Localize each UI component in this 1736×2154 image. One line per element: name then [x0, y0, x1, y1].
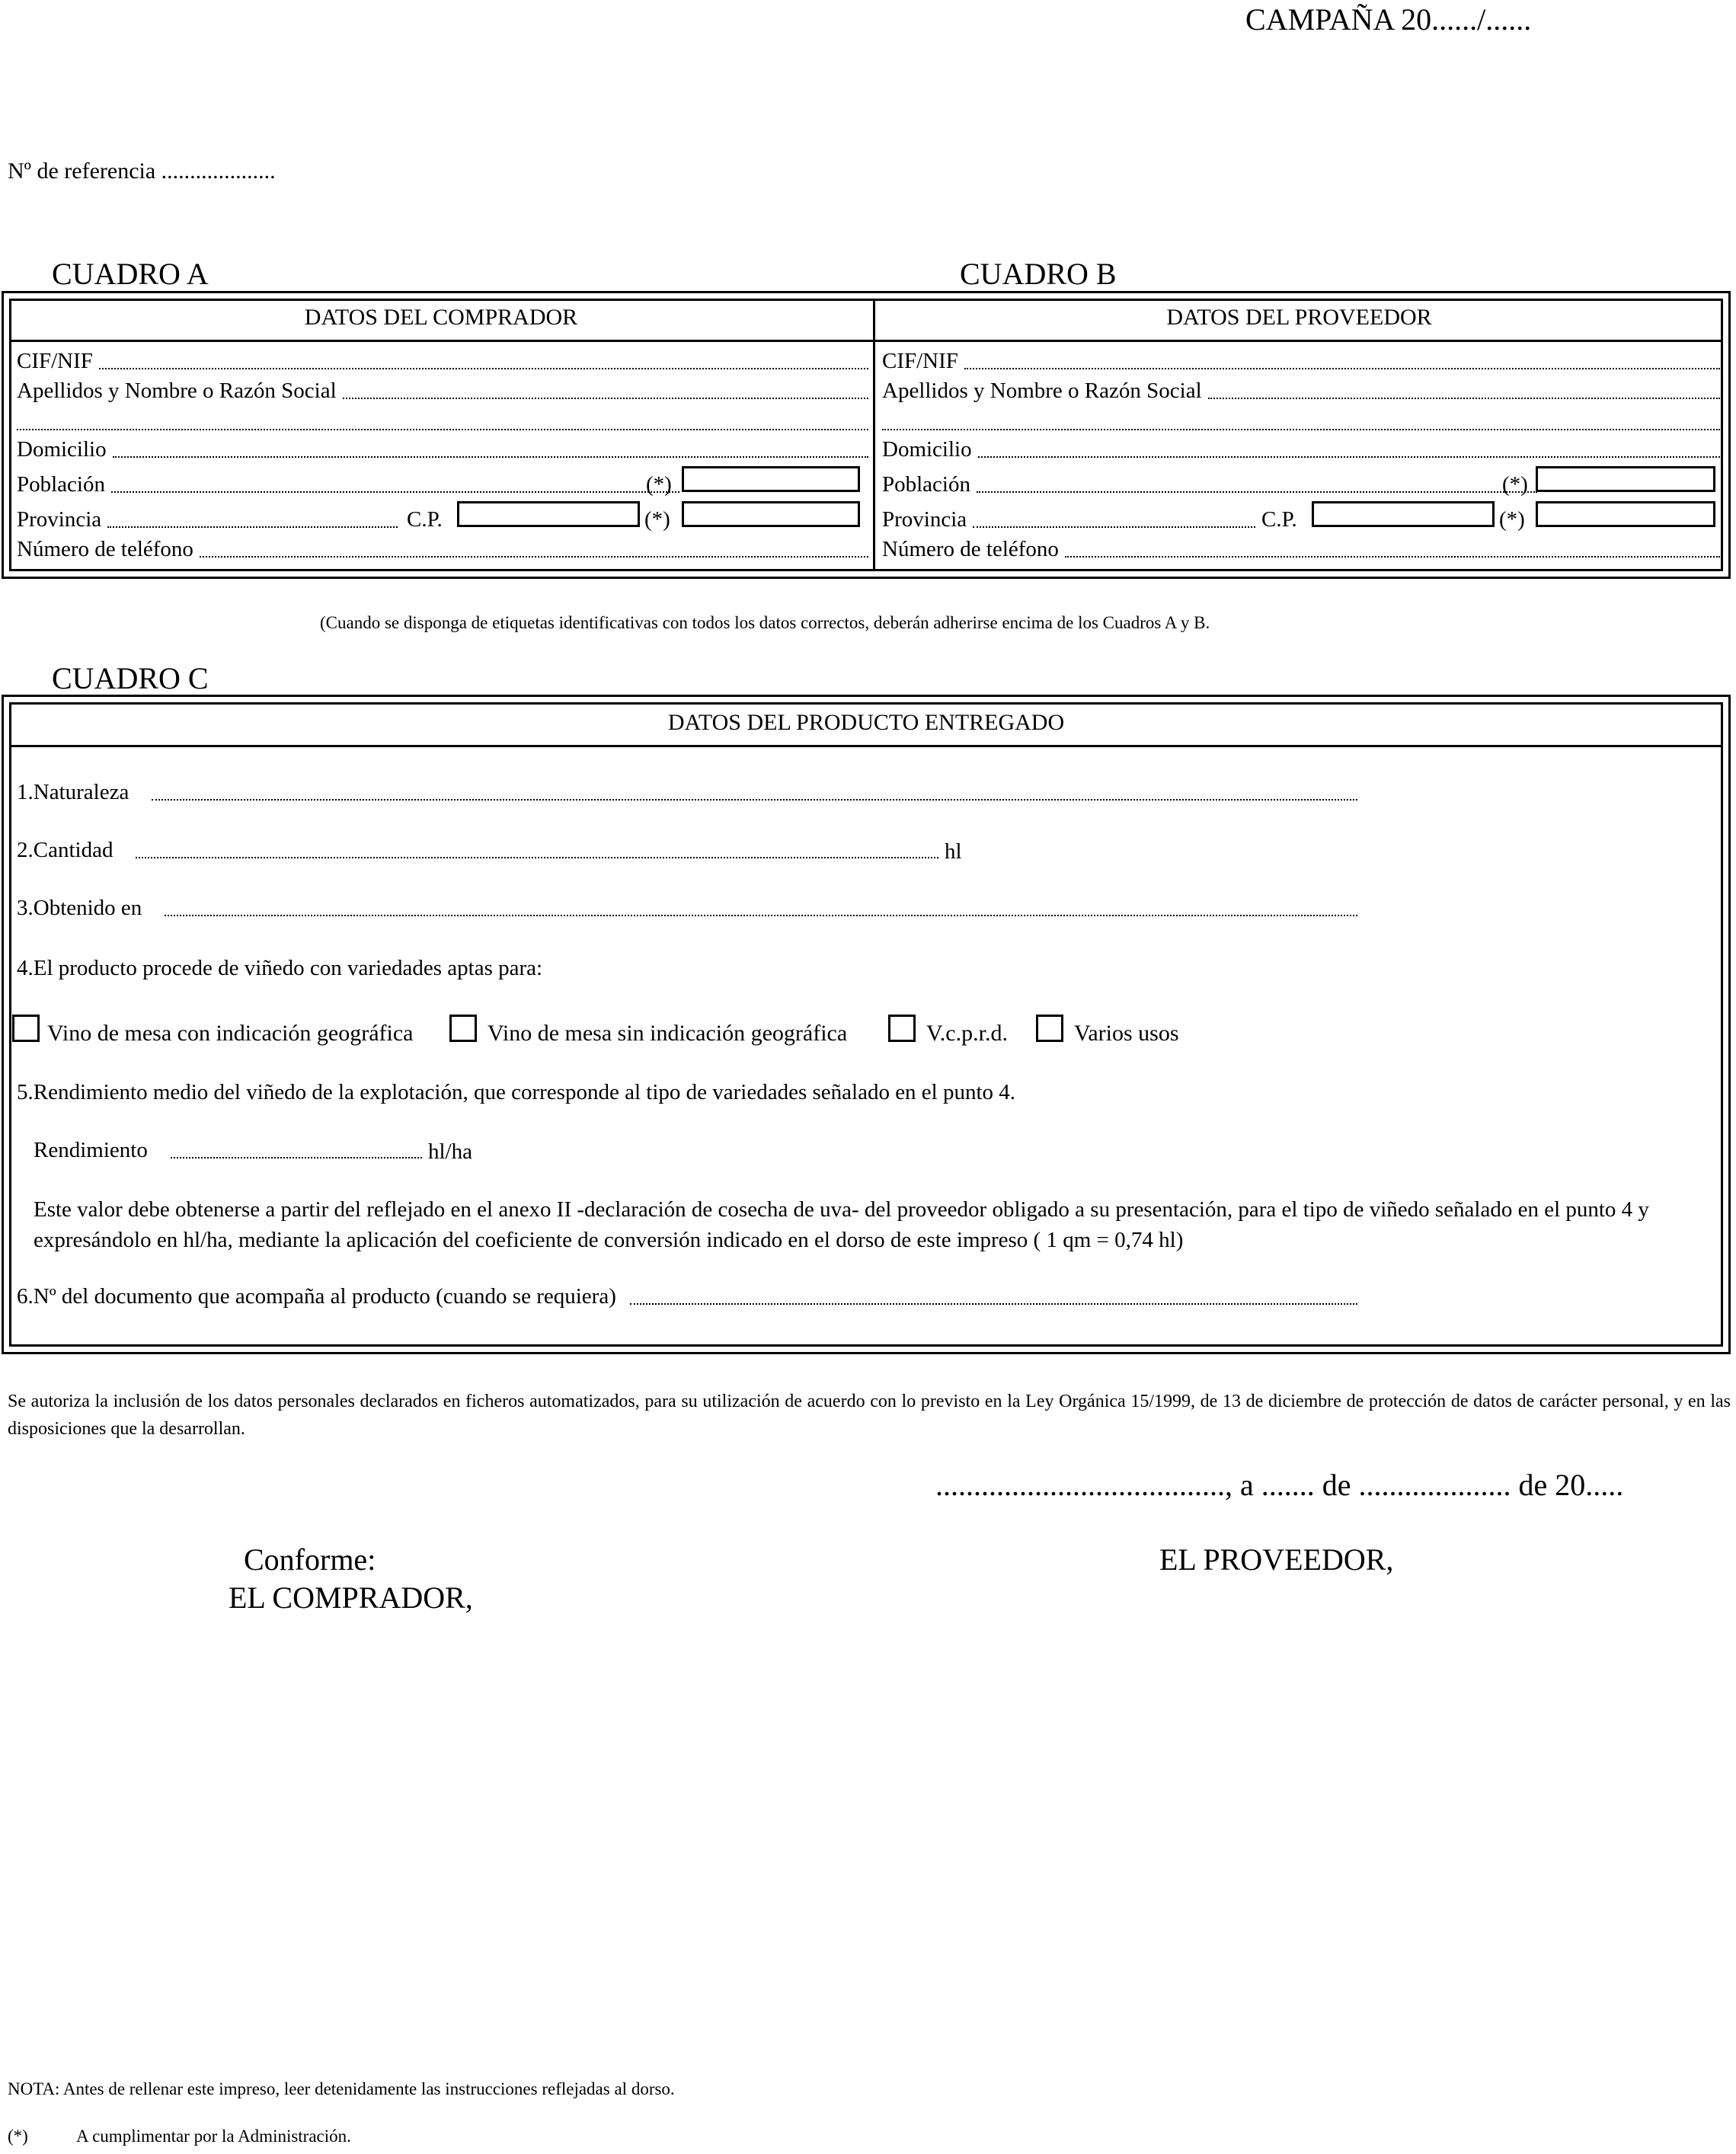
cuadro-b-telefono-field[interactable]: [882, 537, 1720, 562]
cuadro-b-poblacion-admin-box[interactable]: [1536, 466, 1715, 492]
cantidad-unit: hl: [945, 839, 962, 864]
cuadro-b-telefono-label: Número de teléfono: [882, 537, 1059, 561]
cuadro-a-telefono-label: Número de teléfono: [17, 537, 193, 561]
fecha-line: ......................................, a ....... de .................... de 20.....: [935, 1468, 1624, 1502]
cuadro-a-nombre-label: Apellidos y Nombre o Razón Social: [17, 379, 337, 403]
naturaleza-label: 1.Naturaleza: [17, 780, 129, 804]
cuadro-b-cif-label: CIF/NIF: [882, 349, 958, 373]
opt-varios-usos-label: Varios usos: [1074, 1021, 1179, 1046]
cantidad-field[interactable]: [17, 838, 938, 863]
obtenido-label: 3.Obtenido en: [17, 896, 142, 920]
procede-label: 4.El producto procede de viñedo con variedades aptas para:: [17, 956, 543, 980]
autoriza-paragraph: Se autoriza la inclusión de los datos personales declarados en ficheros automatizados, para su utilización de acuerdo con lo previsto en la Ley Orgánica 15/1999, de 13 de diciembre de protección de datos de carácter personal, y en las disposiciones que la desarrollan.: [8, 1392, 1731, 1439]
cantidad-label: 2.Cantidad: [17, 838, 113, 862]
cuadro-b-domicilio-label: Domicilio: [882, 437, 972, 462]
cuadro-c-title: CUADRO C: [52, 661, 209, 695]
cuadro-a-header: DATOS DEL COMPRADOR: [304, 305, 578, 330]
cuadro-c-header-line: [9, 745, 1723, 747]
cuadro-a-poblacion-label: Población: [17, 472, 105, 497]
cuadro-a-nombre-continuation[interactable]: [17, 429, 868, 430]
checkbox-vino-con-ig[interactable]: [12, 1015, 40, 1042]
cuadro-c-header: DATOS DEL PRODUCTO ENTREGADO: [667, 710, 1065, 735]
rendimiento-unit: hl/ha: [428, 1139, 472, 1164]
cuadro-a-provincia-admin-box[interactable]: [682, 501, 860, 527]
checkbox-varios-usos[interactable]: [1036, 1015, 1063, 1042]
opt-vino-sin-ig-label: Vino de mesa sin indicación geográfica: [488, 1021, 848, 1046]
rendimiento-explicacion: Este valor debe obtenerse a partir del reflejado en el anexo II -declaración de cosecha de uva- del proveedor obligado a su presentación, para el tipo de viñedo señalado en el punto 4 y expresándolo en hl/ha, mediante la aplicación del coeficiente de conversión indicado en el dorso de este impreso ( 1 qm = 0,74 hl): [34, 1197, 1649, 1252]
rendimiento-medio-label: 5.Rendimiento medio del viñedo de la explotación, que corresponde al tipo de variedades señalado en el punto 4.: [17, 1080, 1016, 1104]
cuadro-b-cp-label: C.P.: [1261, 507, 1297, 532]
proveedor-label: EL PROVEEDOR,: [1159, 1542, 1394, 1577]
cuadro-a-provincia-asterisk: (*): [644, 507, 670, 532]
campaign-label: CAMPAÑA 20....../......: [1245, 2, 1532, 37]
cuadro-a-title: CUADRO A: [52, 257, 209, 291]
cuadro-a-poblacion-field[interactable]: [17, 472, 679, 497]
checkbox-vino-sin-ig[interactable]: [449, 1015, 477, 1042]
cuadro-b-nombre-label: Apellidos y Nombre o Razón Social: [882, 379, 1202, 403]
obtenido-field[interactable]: [17, 896, 1357, 921]
cuadro-a-telefono-field[interactable]: [17, 537, 868, 562]
footnote-mark: (*): [8, 2127, 28, 2146]
cuadro-b-header: DATOS DEL PROVEEDOR: [1166, 305, 1432, 330]
cuadro-a-provincia-field[interactable]: [17, 507, 398, 532]
rendimiento-label: Rendimiento: [34, 1138, 148, 1162]
cuadro-b-provincia-admin-box[interactable]: [1536, 501, 1715, 527]
nota-text: NOTA: Antes de rellenar este impreso, leer detenidamente las instrucciones reflejadas al dorso.: [8, 2079, 675, 2098]
cuadro-b-provincia-field[interactable]: [882, 507, 1255, 532]
cuadro-a-cp-box[interactable]: [457, 501, 640, 527]
comprador-label: EL COMPRADOR,: [229, 1580, 473, 1615]
cuadro-a-cif-label: CIF/NIF: [17, 349, 93, 373]
cuadro-b-cif-field[interactable]: [882, 349, 1720, 374]
naturaleza-field[interactable]: [17, 780, 1357, 805]
cuadro-b-poblacion-asterisk: (*): [1502, 472, 1528, 497]
cuadros-ab-header-line: [9, 340, 1723, 342]
cuadro-b-title: CUADRO B: [960, 257, 1117, 291]
cuadro-a-poblacion-asterisk: (*): [646, 472, 672, 497]
opt-vcprd-label: V.c.p.r.d.: [926, 1021, 1008, 1046]
cuadro-b-provincia-label: Provincia: [882, 507, 967, 532]
rendimiento-field[interactable]: [34, 1138, 422, 1163]
cuadro-b-cp-box[interactable]: [1312, 501, 1495, 527]
cuadro-a-domicilio-label: Domicilio: [17, 437, 107, 462]
reference-number: Nº de referencia ....................: [8, 158, 276, 184]
cuadro-a-cif-field[interactable]: [17, 349, 868, 374]
cuadro-a-cp-label: C.P.: [407, 507, 443, 532]
cuadro-b-provincia-asterisk: (*): [1499, 507, 1525, 532]
cuadro-a-provincia-label: Provincia: [17, 507, 102, 532]
footnote-text: A cumplimentar por la Administración.: [76, 2127, 351, 2146]
etiquetas-note: (Cuando se disponga de etiquetas identificativas con todos los datos correctos, deberán adherirse encima de los Cuadros A y B.: [320, 613, 1210, 632]
cuadro-b-nombre-field[interactable]: [882, 379, 1720, 404]
documento-field[interactable]: [17, 1284, 1357, 1309]
cuadro-b-poblacion-field[interactable]: [882, 472, 1537, 497]
cuadro-b-domicilio-field[interactable]: [882, 437, 1720, 462]
documento-label: 6.Nº del documento que acompaña al producto (cuando se requiera): [17, 1284, 616, 1309]
cuadro-a-nombre-field[interactable]: [17, 379, 868, 404]
cuadro-b-poblacion-label: Población: [882, 472, 970, 497]
conforme-label: Conforme:: [244, 1542, 376, 1577]
opt-vino-con-ig-label: Vino de mesa con indicación geográfica: [47, 1021, 414, 1046]
cuadro-a-domicilio-field[interactable]: [17, 437, 868, 462]
cuadro-a-poblacion-admin-box[interactable]: [682, 466, 860, 492]
cuadro-b-nombre-continuation[interactable]: [882, 429, 1720, 430]
checkbox-vcprd[interactable]: [888, 1015, 916, 1042]
